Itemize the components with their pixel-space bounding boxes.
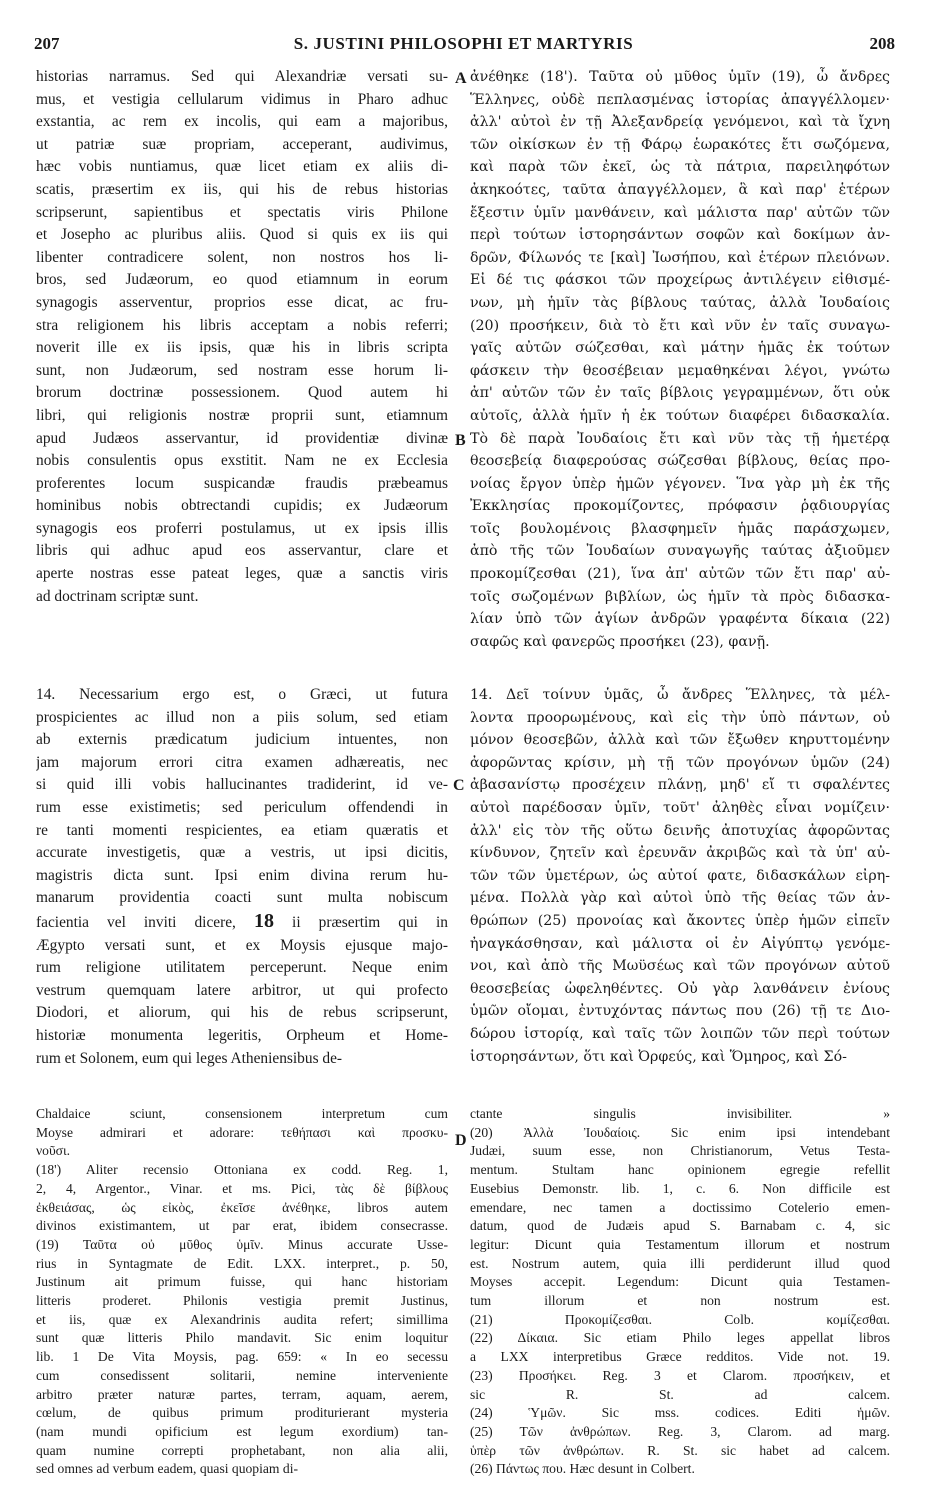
footnote-line: ἐκθειάσας, ὡς εἰκὸς, ἐκεῖσε ἀνέθηκε, libros autem	[36, 1199, 448, 1215]
latin-text-line: sunt, non Judæorum, sed nostram esse horum li-	[36, 361, 448, 379]
greek-column-main	[470, 66, 890, 653]
latin-text-line: brorum doctrinæ possessionem. Quod autem hi	[36, 384, 448, 402]
greek-text-line: σαφῶς καὶ φανερῶς προσήκει (23), φανῇ.	[470, 633, 770, 650]
greek-text-line: τῶν οἰκίσκων ἐν τῇ Φάρῳ ἑωρακότες ἔτι σωζόμενα,	[470, 136, 890, 153]
latin-text-line: prospicientes ac illud non a piis solum, sed etiam	[36, 708, 448, 726]
footnote-line: ctante singulis invisibiliter. »	[470, 1106, 890, 1121]
latin-text-line: bros, sed Judæorum, eo quod etiamnum in eorum	[36, 271, 448, 289]
margin-letter-d: D	[455, 1132, 467, 1149]
latin-text-line: mus, et vestigia cellularum vidimus in Pharo adhuc	[36, 90, 448, 108]
latin-column-main	[36, 66, 448, 608]
latin-text-line: scatis, præsertim ex iis, qui his de rebus historias	[36, 180, 448, 198]
greek-text-line: 14. Δεῖ τοίνυν ὑμᾶς, ὦ ἄνδρες Ἕλληνες, τὰ μέλ-	[470, 687, 890, 703]
greek-text-line: περὶ τούτων ἱστορησάντων σοφῶν καὶ δοκίμων ἀν-	[470, 227, 890, 244]
greek-text-line: νων, μὴ ἡμῖν τὰς βίβλους ταύτας, ἀλλὰ Ἰουδαίοις	[470, 294, 890, 311]
latin-text-line: jam majorum errori citra examen adhæreatis, nec	[36, 753, 448, 771]
greek-text-line: φάσκειν τὴν θεοσέβειαν μεμαθηκέναι λέγοι, γνώτω	[470, 362, 890, 379]
page-number-left: 207	[34, 34, 60, 53]
latin-text-line: hominibus nobis obtrectandi cupidis; ex Judæorum	[36, 497, 448, 515]
greek-text-line: λοντα προορωμένους, καὶ εἰς τὴν ὑπὸ πάντων, οὐ	[470, 709, 890, 726]
footnote-line: legitur: Dicunt quia Testamentum illorum et nostrum	[470, 1236, 890, 1252]
footnote-line: (18') Aliter recensio Ottoniana ex codd. Reg. 1,	[36, 1162, 448, 1178]
greek-text-line: Ἕλληνες, οὐδὲ πεπλασμένας ἱστορίας ἀπαγγέλλομεν·	[470, 91, 890, 108]
footnote-line: Eusebius Demonstr. lib. 1, c. 6. Non difficile est	[470, 1180, 890, 1196]
latin-text-line: noverit ille ex iis ipsis, quæ his in libris scripta	[36, 339, 448, 357]
greek-text-line: δρῶν, Φίλωνός τε [καὶ] Ἰωσήπου, καὶ ἑτέρων πλειόνων.	[470, 249, 890, 266]
footnote-line: (24) Ὑμῶν. Sic mss. codices. Editi ἡμῶν.	[470, 1405, 890, 1421]
marginal-page-number: 18	[253, 909, 274, 932]
greek-text-line: (20) προσήκειν, διὰ τὸ ἔτι καὶ νῦν ἐν ταῖς συναγω-	[470, 317, 890, 334]
greek-text-line: τοῖς σωζομένων βιβλίων, ὡς ἡμῖν τὰ πρὸς διδασκα-	[470, 588, 890, 605]
footnote-line: (19) Ταῦτα οὐ μῦθος ὑμῖν. Minus accurate Usse-	[36, 1236, 448, 1252]
greek-text-line: ἀπὸ τῆς τῶν Ἰουδαίων συναγωγῆς ταύτας ἀξιοῦμεν	[470, 543, 890, 560]
greek-text-line: τοῖς βουλομένοις βλασφημεῖν ἡμᾶς παράσχωμεν,	[470, 520, 890, 537]
latin-text-line	[36, 910, 448, 935]
footnote-line: divinos existimantem, ut par erat, ibidem consecrasse.	[36, 1218, 448, 1234]
latin-text-line: libri, qui religionis nostræ proprii sunt, etiamnum	[36, 406, 448, 424]
greek-text-line: ἀφορῶντας κρίσιν, μὴ τῇ τῶν προγόνων ὑμῶν (24)	[470, 754, 890, 771]
running-header	[30, 34, 897, 58]
footnote-line: emendare, nec tamen a doctissimo Cotelerio emen-	[470, 1199, 890, 1215]
latin-text-line: rum et Solonem, eum qui leges Atheniensibus de-	[36, 1049, 343, 1067]
latin-text-line: historiæ monumenta legeritis, Orpheum et Home-	[36, 1026, 448, 1044]
latin-text-line: proferentes locum suspicandæ fraudis præbeamus	[36, 474, 448, 492]
greek-text-line: ἀνέθηκε (18'). Ταῦτα οὐ μῦθος ὑμῖν (19), ὦ ἄνδρες	[470, 69, 890, 85]
footnote-line: (21) Προκομίζεσθαι. Colb. κομίζεσθαι.	[470, 1311, 890, 1327]
footnote-line: 2, 4, Argentor., Vinar. et ms. Pici, τὰς δὲ βίβλους	[36, 1180, 448, 1196]
running-title: S. JUSTINI PHILOSOPHI ET MARTYRIS	[293, 34, 634, 53]
greek-text-line: γαῖς αὐτῶν σώζεσθαι, καὶ μάτην ἡμᾶς ἐκ τούτων	[470, 340, 890, 357]
greek-text-line: ἀπ' αὐτῶν τῶν ἐν ταῖς βίβλοις γεγραμμένων, ὅτι οὐκ	[470, 385, 890, 402]
page-number-right: 208	[869, 34, 895, 53]
greek-text-line: νοίας ἔργον ὑπὲρ ἡμῶν γέγονεν. Ἵνα γὰρ μὴ ἐκ τῆς	[470, 475, 890, 492]
greek-text-line: Τὸ δὲ παρὰ Ἰουδαίοις ἔτι καὶ νῦν τὰς τῇ ἡμετέρᾳ	[470, 430, 890, 447]
greek-text-line: μένα. Πολλὰ γὰρ καὶ αὐτοὶ ὑπὸ τῆς θείας τῶν ἀν-	[470, 890, 890, 907]
latin-text-line: nobis consulentis opus exstitit. Nam ne ex Ecclesia	[36, 452, 448, 470]
footnote-line: quam numine correpti prophetabant, non alia alii,	[36, 1442, 448, 1458]
greek-text-line: ἀκηκοότες, ταῦτα ἀπαγγέλλομεν, ἃ καὶ παρ' ἑτέρων	[470, 181, 890, 198]
greek-text-line: ἀλλ' εἰς τὸν τῆς οὕτω δεινῆς ἀποτυχίας ἀφορῶντας	[470, 822, 890, 839]
latin-text-line: aperte nostras esse pateat leges, quæ a sanctis viris	[36, 565, 448, 583]
latin-text-line: hæc vobis nuntiamus, quæ licet etiam ex aliis di-	[36, 158, 448, 176]
greek-text-line: δώρου ἱστορίᾳ, καὶ ταῖς τῶν λοιπῶν τῶν περὶ τούτων	[470, 1025, 890, 1042]
greek-text-line: αὐτοῖς, ἀλλὰ ἡμῖν ἡ ἐκ τούτων διαφέρει διδασκαλία.	[470, 407, 890, 424]
greek-text-line: τῶν τῶν ὑμετέρων, ὡς αὐτοί φατε, διδασκάλων εἰρη-	[470, 867, 890, 884]
latin-text-line: Ægypto versati sunt, et ex Moysis ejusque majo-	[36, 936, 448, 954]
latin-text-line: historias narramus. Sed qui Alexandriæ versati su-	[36, 68, 448, 85]
greek-text-line: λίαν ὑπὸ τῶν ἁγίων ἀνδρῶν γραφέντα δίκαια (22)	[470, 611, 890, 628]
footnote-line: νοῦσι.	[36, 1143, 71, 1159]
footnote-line: a LXX interpretibus Græce redditos. Vide not. 19.	[470, 1349, 890, 1365]
greek-text-line: ὑμῶν οἴομαι, ἐντυχόντας πάντως που (26) τῇ τε Διο-	[470, 1003, 890, 1020]
greek-text-line: Ἐκκλησίας προκομίζοντες, πρόφασιν ῥᾳδιουργίας	[470, 498, 890, 515]
footnote-line: arbitro præter naturæ partes, terram, aquam, aerem,	[36, 1386, 448, 1402]
latin-text-line: exstantia, ac rem ex incolis, qui eam a majoribus,	[36, 113, 448, 131]
footnote-line: tum illorum et non nostrum est.	[470, 1293, 890, 1309]
greek-text-line: ἀλλ' αὐτοὶ ἐν τῇ Ἀλεξανδρείᾳ γενόμενοι, καὶ τὰ ἴχνη	[470, 114, 890, 131]
latin-column-section-14	[36, 684, 448, 1070]
footnote-line: lib. 1 De Vita Moysis, pag. 659: « In eo secessu	[36, 1349, 448, 1365]
latin-text-line: 14. Necessarium ergo est, o Græci, ut futura	[36, 686, 448, 703]
footnote-line: et iis, quæ ex Alexandrinis audita refert; simillima	[36, 1311, 448, 1327]
footnote-line: sed omnes ad verbum eadem, quasi quopiam di-	[36, 1461, 298, 1477]
footnote-line: (23) Προσήκει. Reg. 3 et Clarom. προσήκειν, et	[470, 1367, 890, 1383]
latin-text-line: stra religionem his libris acceptam a nobis referri;	[36, 316, 448, 334]
greek-text-line: ἔξεστιν ὑμῖν μανθάνειν, καὶ μάλιστα παρ' αὐτῶν τῶν	[470, 204, 890, 221]
footnote-line: Chaldaice sciunt, consensionem interpretum cum	[36, 1106, 448, 1121]
margin-letter-c: C	[453, 777, 465, 794]
footnote-line: Moyses accepit. Legendum: Dicunt quia Testamen-	[470, 1274, 890, 1290]
margin-letter-a: A	[455, 70, 467, 87]
greek-text-line: μόνον θεοσεβῶν, ἀλλὰ καὶ τῶν ἔξωθεν κηρυττομένην	[470, 732, 890, 749]
greek-text-line: προκομίζεσθαι (21), ἵνα ἀπ' αὐτῶν τῶν ἔτι παρ' αὐ-	[470, 566, 890, 583]
footnote-line: litteris proderet. Philonis vestigia premit Justinus,	[36, 1293, 448, 1309]
footnote-line: est. Nostrum autem, quia illi perdiderunt illud quod	[470, 1255, 890, 1271]
footnote-line: rius in Syntagmate de Edit. LXX. interpret., p. 50,	[36, 1255, 448, 1271]
latin-text-line: ab externis prædicatum judicium intuentes, non	[36, 731, 448, 749]
footnote-line: (26) Πάντως που. Hæc desunt in Colbert.	[470, 1461, 695, 1477]
footnote-line: Judæi, suum esse, non Christianorum, Vetus Testa-	[470, 1143, 890, 1159]
footnote-line: datum, quod de Judæis apud S. Barnabam c. 4, sic	[470, 1218, 890, 1234]
latin-text-line: synagogis eos proferri postulamus, ut ex ipsis illis	[36, 519, 448, 537]
latin-text-fragment: facientia vel inviti dicere,	[36, 913, 254, 931]
greek-column-section-14	[470, 684, 890, 1068]
footnote-line: sic R. St. ad calcem.	[470, 1386, 890, 1402]
greek-text-line: ἱστορησάντων, ὅτι καὶ Ὀρφεύς, καὶ Ὅμηρος, καὶ Σό-	[470, 1048, 847, 1065]
latin-text-line: rum religione utilitatem perceperunt. Neque enim	[36, 959, 448, 977]
latin-text-line: synagogis asserventur, proprios esse dicat, ac fru-	[36, 293, 448, 311]
latin-text-line: ut patriæ suæ propriam, acceperant, audivimus,	[36, 135, 448, 153]
greek-text-line: θεοσεβείᾳ διαφερούσας σώζεσθαι βίβλους, θείας προ-	[470, 453, 890, 470]
footnote-line: mentum. Stultam hanc opinionem egregie refellit	[470, 1162, 890, 1178]
greek-text-line: ἀβασανίστῳ προσέχειν πλάνῃ, μηδ' εἴ τι σφαλέντες	[470, 777, 890, 794]
latin-text-line: scripserunt, sapientibus et spectatis viris Philone	[36, 203, 448, 221]
latin-text-line: ad doctrinam scriptæ sunt.	[36, 587, 199, 605]
footnote-line: (22) Δίκαια. Sic etiam Philo leges appellat libros	[470, 1330, 890, 1346]
footnote-line: (nam mundi opificium est legum exordium) tan-	[36, 1423, 448, 1439]
latin-text-line: apud Judæos asservantur, id providentiæ divinæ	[36, 429, 448, 447]
latin-text-line: libenter contradicere solent, non nostros hos li-	[36, 248, 448, 266]
footnotes-left	[36, 1105, 448, 1479]
footnote-line: cum consedissent solitarii, nemine interveniente	[36, 1367, 448, 1383]
greek-text-line: καὶ παρὰ τῶν ἐκεῖ, ὡς τὰ πάτρια, παρειληφότων	[470, 159, 890, 176]
latin-text-line: magistris dicta sunt. Ipsi enim divina rerum hu-	[36, 866, 448, 884]
latin-text-line: accurate investigetis, quæ a vestris, ut ipsi dicitis,	[36, 844, 448, 862]
greek-text-line: κίνδυνον, ζητεῖν καὶ ἐρευνᾶν ἀκριβῶς καὶ τὰ ὑπ' αὐ-	[470, 845, 890, 862]
latin-text-line: rum esse existimetis; sed periculum offendendi in	[36, 798, 448, 816]
footnote-line: sunt quæ litteris Philo mandavit. Sic enim loquitur	[36, 1330, 448, 1346]
margin-letter-b: B	[455, 432, 466, 449]
footnote-line: Moyse admirari et adorare: τεθήπασι καὶ προσκυ-	[36, 1124, 448, 1140]
footnote-line: cœlum, de quibus primum proditurierant mysteria	[36, 1405, 448, 1421]
footnote-line: Justinum ait primum fuisse, qui hanc historiam	[36, 1274, 448, 1290]
greek-text-line: θρώπων (25) προνοίας καὶ ἄκοντες ὑπὲρ ἡμῶν εἰπεῖν	[470, 912, 890, 929]
footnote-line: (20) Ἀλλὰ Ἰουδαίοις. Sic enim ipsi intendebant	[470, 1124, 890, 1140]
greek-text-line: θεοσεβείας ὠφεληθέντες. Οὐ γὰρ λανθάνειν ἐνίους	[470, 980, 890, 997]
greek-text-line: αὐτοὶ παρέδοσαν ὑμῖν, τοῦτ' ἀληθὲς εἶναι νομίζειν·	[470, 799, 890, 816]
footnotes-right	[470, 1105, 890, 1479]
latin-text-line: Diodori, et aliorum, qui his de rebus scripserunt,	[36, 1004, 448, 1022]
latin-text-line: re tanti momenti respicientes, ea etiam quæratis et	[36, 821, 448, 839]
latin-text-line: et Josepho ac pluribus aliis. Quod si quis ex iis qui	[36, 226, 448, 244]
latin-text-line: si quid illi vobis hallucinantes tradiderint, id ve-	[36, 776, 448, 794]
greek-text-line: ἠναγκάσθησαν, καὶ μάλιστα οἱ ἐν Αἰγύπτῳ γενόμε-	[470, 935, 890, 952]
greek-text-line: Εἰ δέ τις φάσκοι τῶν προχείρως ἀντιλέγειν εἰθισμέ-	[470, 272, 890, 289]
latin-text-line: libris qui adhuc apud eos asservantur, clare et	[36, 542, 448, 560]
latin-text-line: vestrum quemquam latere arbitror, ut qui profecto	[36, 981, 448, 999]
latin-text-line: manarum providentia coacti sunt multa nobiscum	[36, 889, 448, 907]
footnote-line: (25) Τῶν ἀνθρώπων. Reg. 3, Clarom. ad marg.	[470, 1423, 890, 1439]
footnote-line: ὑπὲρ τῶν ἀνθρώπων. R. St. sic habet ad calcem.	[470, 1442, 890, 1458]
latin-text-fragment: ii præsertim qui in	[273, 913, 448, 931]
greek-text-line: νοι, καὶ ἀπὸ τῆς Μωϋσέως καὶ τῶν προγόνων αὐτοῦ	[470, 958, 890, 975]
